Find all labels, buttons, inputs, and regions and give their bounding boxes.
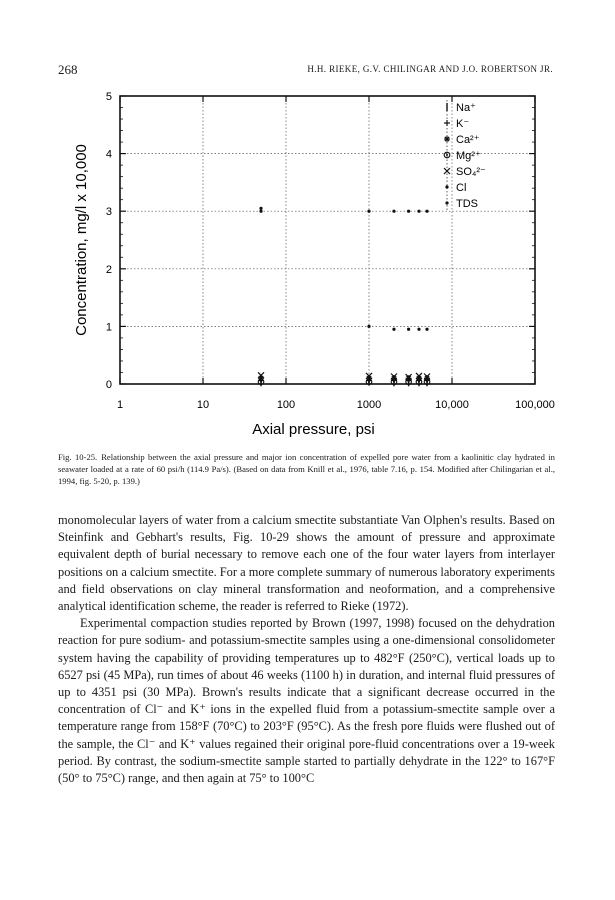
concentration-pressure-chart <box>0 88 615 448</box>
data-point <box>417 210 420 213</box>
figure-chart <box>0 88 615 448</box>
legend-symbol <box>444 168 450 174</box>
legend <box>444 100 486 212</box>
x-tick-label: 1 <box>116 399 124 411</box>
paragraph-1: monomolecular layers of water from a calcium smectite substantiate Van Olphen's results. Based on Steinfink and Gebhart's results, Fig. 10-29 shows the amount of pressure and approximate equivalent depth of burial necessary to remove each one of the four water layers from interlayer positions on a calcium smectite. For a more complete summary of numerous laboratory experiments and field observations on clay mineral transformation and neoformation, and a comprehensive analytical identification scheme, the reader is referred to Rieke (1972). <box>58 513 555 614</box>
circle-inner <box>368 381 370 383</box>
legend-label: Ca²⁺ <box>456 134 480 146</box>
x-tick-label: 100 <box>276 399 296 411</box>
y-tick-label: 2 <box>105 263 112 276</box>
legend-label: SO₄²⁻ <box>456 166 486 178</box>
series-k- <box>258 378 430 384</box>
data-point <box>417 328 420 331</box>
circle-inner <box>418 381 420 383</box>
legend-symbol <box>445 185 448 188</box>
legend-symbol <box>445 201 448 204</box>
page-number: 268 <box>58 62 78 77</box>
legend-symbol <box>444 136 450 142</box>
paragraph-2: Experimental compaction studies reported by Brown (1997, 1998) focused on the dehydration reaction for pure sodium- and potassium-smectite samples using a one-dimensional consolidometer system having the capability of providing temperatures up to 482°F (250°C), vertical loads up to 6527 psi (45 MPa), run times of about 46 weeks (1100 h) in duration, and internal fluid pressures of up to 4351 psi (30 MPa). Brown's results indicate that a significant decrease occurred in the concentration of Cl⁻ and K⁺ ions in the expelled fluid from a potassium-smectite sample over a temperature range from 158°F (70°C) to 203°F (95°C). As the fresh pore fluids were flushed out of the sample, the Cl⁻ and K⁺ values regained their original pore-fluid concentrations over a 19-week period. By contrast, the sodium-smectite sample started to partially dehydrate in the 122° to 167°F (50° to 75°C) range, and then again at 75° to 100°C <box>58 616 555 786</box>
data-point <box>392 210 395 213</box>
circle-inner <box>260 381 262 383</box>
legend-label: Na⁺ <box>456 102 476 114</box>
legend-label: Mg²⁺ <box>456 150 481 162</box>
legend-symbol <box>444 120 450 126</box>
circle-inner <box>446 154 448 156</box>
data-point <box>407 328 410 331</box>
y-axis-label: Concentration, mg/l x 10,000 <box>73 144 90 336</box>
legend-label: TDS <box>456 198 478 210</box>
caption-text: Relationship between the axial pressure and major ion concentration of expelled pore water from a kaolinitic clay hydrated in seawater loaded at a rate of 60 psi/h (114.9 Pa/s). (Based on data from Knill et al., 1976, table 7.16, p. 154. Modified after Chilingarian et al., 1994, fig. 5-20, p. 139.) <box>58 452 555 486</box>
y-tick-label: 4 <box>105 148 112 161</box>
x-tick-label: 100,000 <box>515 399 555 411</box>
data-point <box>425 328 428 331</box>
series-so4-2- <box>258 372 430 380</box>
caption-label: Fig. 10-25. <box>58 452 98 462</box>
circle-inner <box>426 381 428 383</box>
data-point <box>392 328 395 331</box>
data-point <box>367 210 370 213</box>
data-point <box>367 325 370 328</box>
x-tick-label: 1000 <box>356 399 382 411</box>
y-tick-label: 1 <box>105 321 112 334</box>
y-tick-label: 0 <box>105 379 112 391</box>
data-points <box>258 207 430 387</box>
data-point <box>259 210 262 213</box>
figure-caption <box>58 451 555 487</box>
y-tick-labels <box>106 91 112 391</box>
circle-inner <box>393 381 395 383</box>
series-tds <box>259 207 428 213</box>
series-cl <box>259 210 428 331</box>
x-tick-label: 10,000 <box>435 399 469 411</box>
series-ca2- <box>258 375 430 381</box>
body-text <box>58 512 555 787</box>
circle-inner <box>408 381 410 383</box>
data-point <box>259 207 262 210</box>
x-tick-label: 10 <box>196 399 210 411</box>
data-point <box>407 210 410 213</box>
y-tick-label: 5 <box>105 91 112 103</box>
y-tick-label: 3 <box>105 206 112 219</box>
x-tick-labels <box>117 399 555 411</box>
legend-label: K⁻ <box>456 118 470 130</box>
legend-label: Cl <box>456 182 467 194</box>
running-head: H.H. RIEKE, G.V. CHILINGAR AND J.O. ROBERTSON JR. <box>307 64 553 74</box>
data-point <box>425 210 428 213</box>
x-axis-label: Axial pressure, psi <box>252 421 375 438</box>
